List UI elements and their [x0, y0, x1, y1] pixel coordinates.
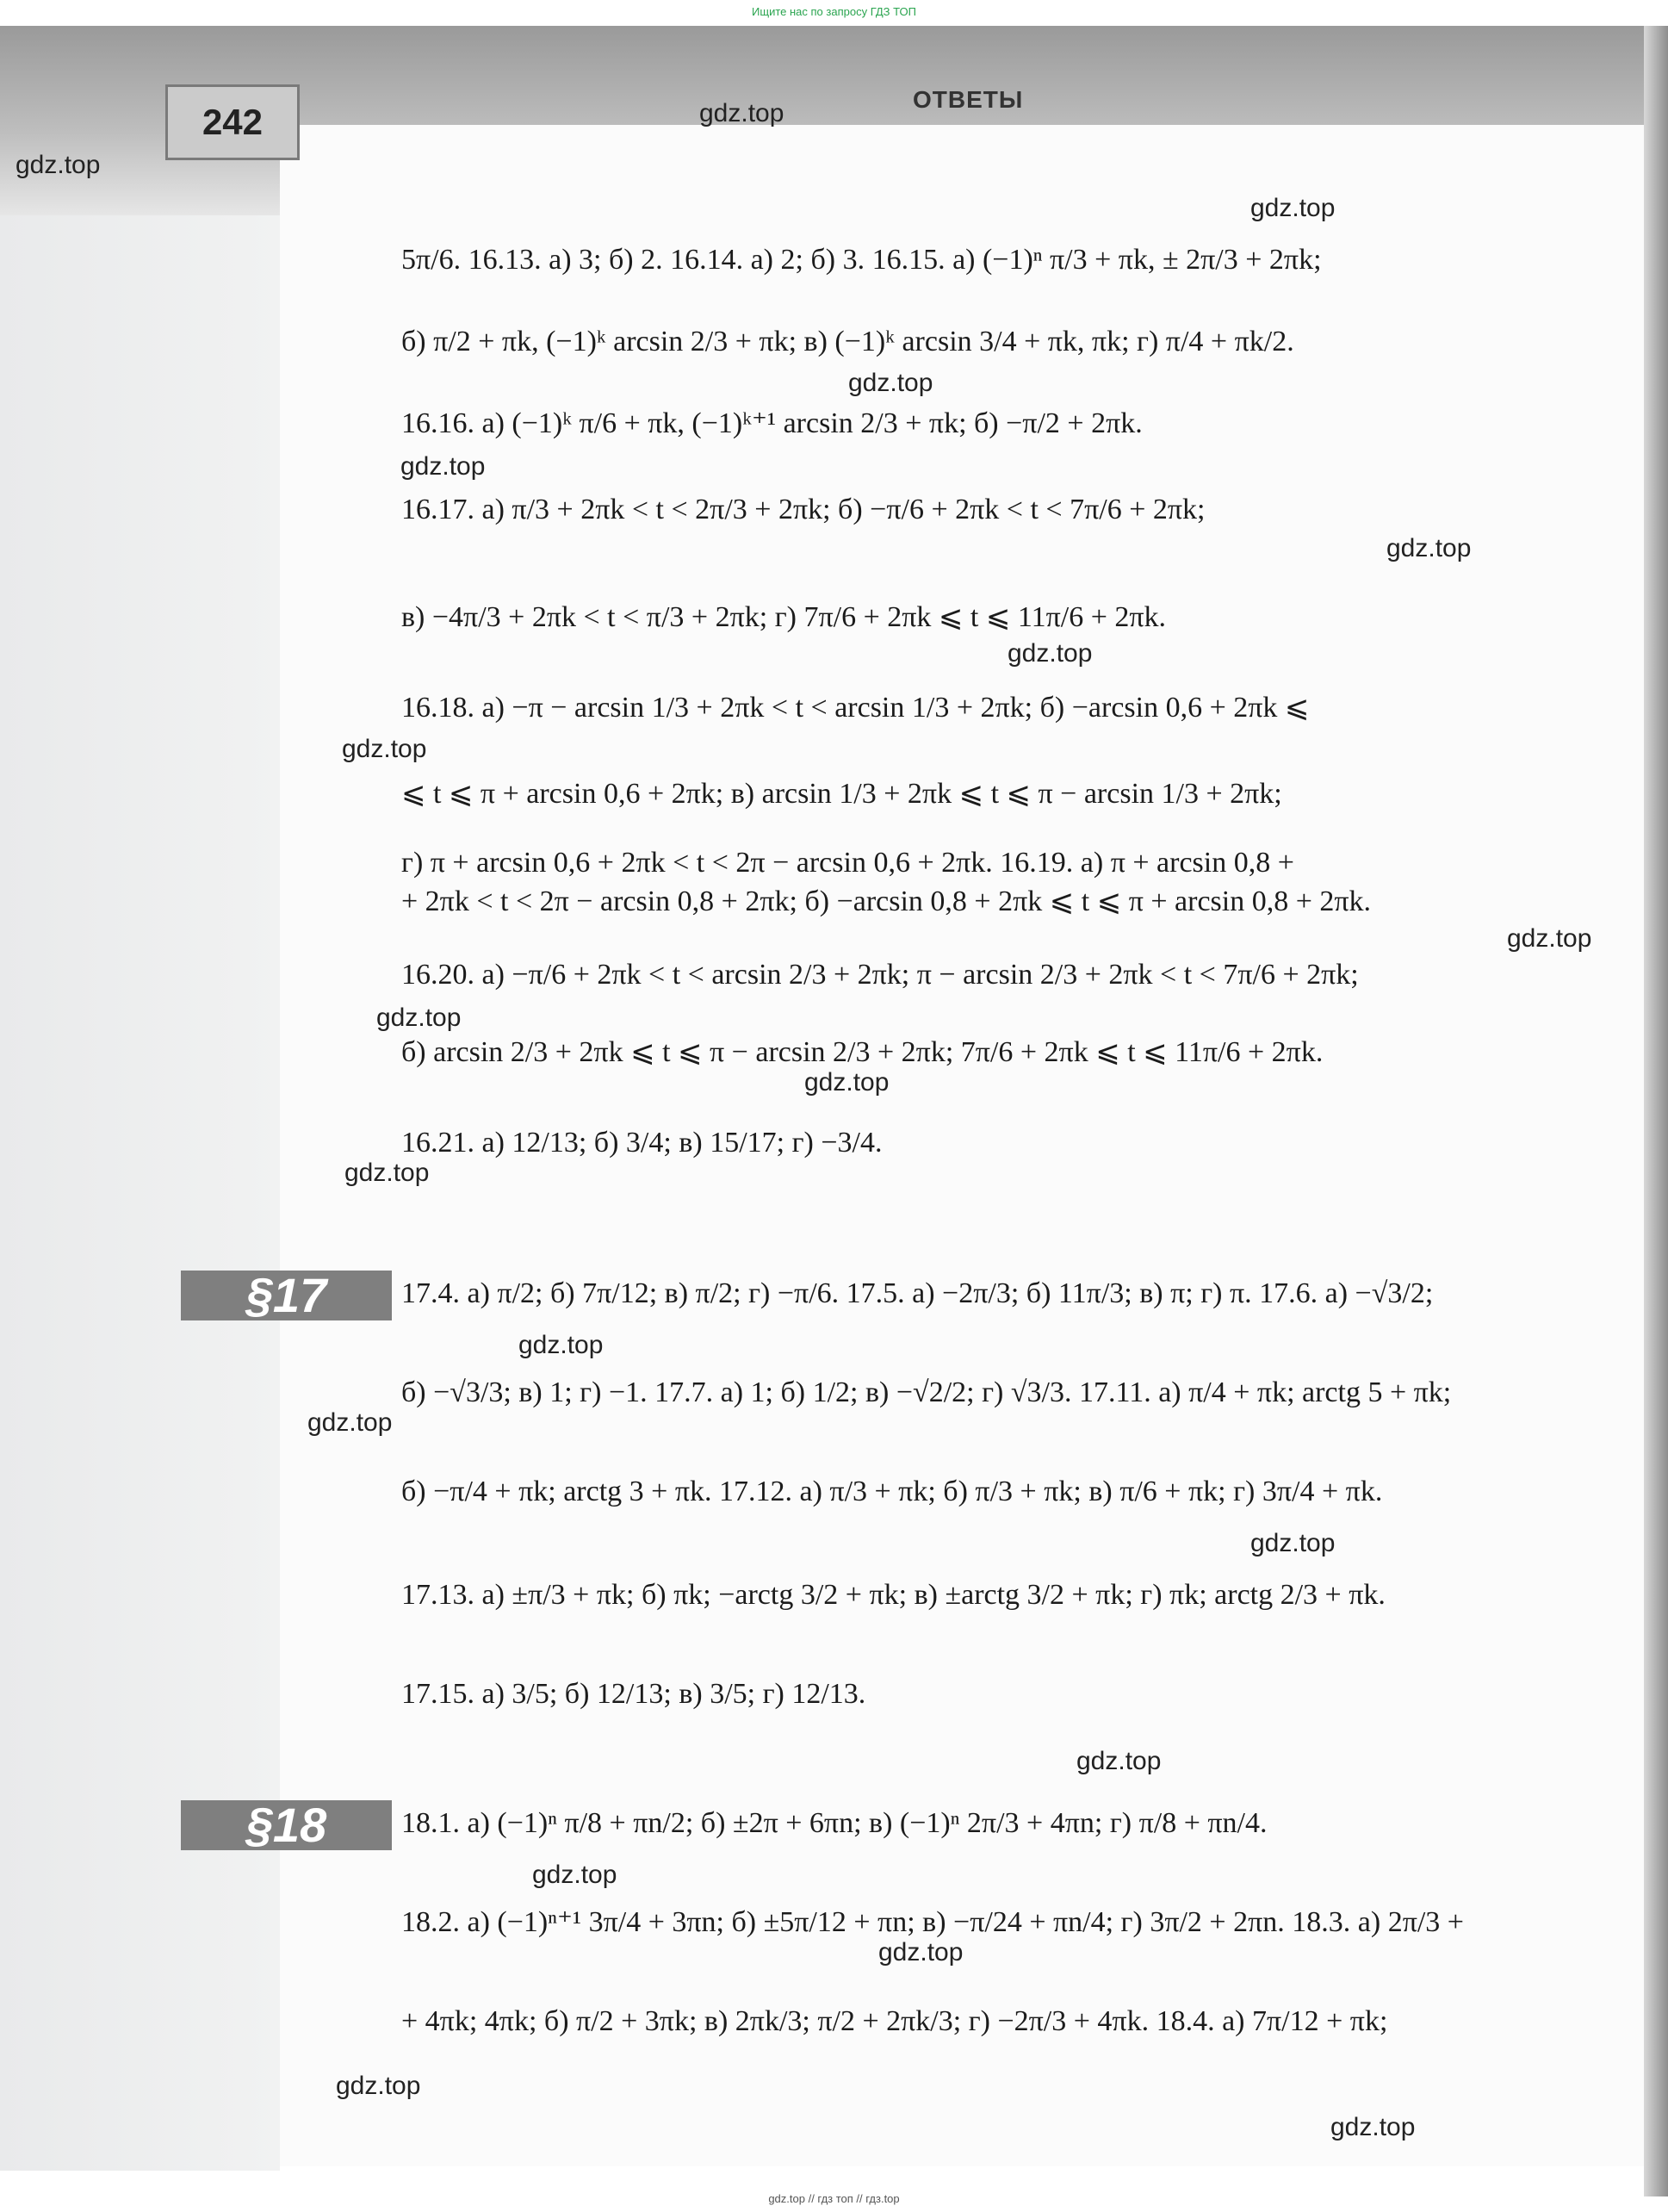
watermark: gdz.top	[1507, 924, 1592, 953]
answer-line: + 4πk; 4πk; б) π/2 + 3πk; в) 2πk/3; π/2 + 2πk/3; г) −2π/3 + 4πk. 18.4. а) 7π/12 + πk;	[401, 2005, 1388, 2037]
watermark: gdz.top	[1250, 194, 1336, 222]
watermark: gdz.top	[1386, 534, 1472, 562]
watermark: gdz.top	[878, 1938, 964, 1967]
answer-line: 18.1. а) (−1)ⁿ π/8 + πn/2; б) ±2π + 6πn; в) (−1)ⁿ 2π/3 + 4πn; г) π/8 + πn/4.	[401, 1807, 1268, 1839]
answer-line: 5π/6. 16.13. а) 3; б) 2. 16.14. а) 2; б) 3. 16.15. а) (−1)ⁿ π/3 + πk, ± 2π/3 + 2πk;	[401, 244, 1322, 276]
watermark: gdz.top	[16, 151, 101, 179]
watermark: gdz.top	[344, 1159, 430, 1187]
answer-line: 16.18. а) −π − arcsin 1/3 + 2πk < t < arcsin 1/3 + 2πk; б) −arcsin 0,6 + 2πk ⩽	[401, 692, 1310, 724]
page-header-title: ОТВЕТЫ	[913, 86, 1024, 113]
answer-line: 18.2. а) (−1)ⁿ⁺¹ 3π/4 + 3πn; б) ±5π/12 + πn; в) −π/24 + πn/4; г) 3π/2 + 2πn. 18.3. а) 2π/3 +	[401, 1906, 1464, 1938]
watermark: gdz.top	[376, 1003, 462, 1032]
watermark: gdz.top	[342, 735, 427, 763]
left-margin-strip	[0, 215, 280, 2171]
bottom-note[interactable]: gdz.top // гдз топ // гдз.top	[768, 2192, 900, 2205]
answer-line: б) −π/4 + πk; arctg 3 + πk. 17.12. а) π/3 + πk; б) π/3 + πk; в) π/6 + πk; г) 3π/4 + πk.	[401, 1476, 1383, 1507]
watermark: gdz.top	[307, 1408, 393, 1437]
answer-line: 17.15. а) 3/5; б) 12/13; в) 3/5; г) 12/13.	[401, 1678, 866, 1710]
watermark: gdz.top	[1250, 1529, 1336, 1557]
answer-line: 17.4. а) π/2; б) 7π/12; в) π/2; г) −π/6. 17.5. а) −2π/3; б) 11π/3; в) π; г) π. 17.6. а) −√3/2;	[401, 1277, 1434, 1309]
watermark: gdz.top	[532, 1861, 617, 1889]
answer-line: 16.16. а) (−1)ᵏ π/6 + πk, (−1)ᵏ⁺¹ arcsin 2/3 + πk; б) −π/2 + 2πk.	[401, 407, 1143, 439]
page-binding-edge	[1644, 26, 1668, 2196]
watermark: gdz.top	[1008, 639, 1093, 668]
answer-line: в) −4π/3 + 2πk < t < π/3 + 2πk; г) 7π/6 + 2πk ⩽ t ⩽ 11π/6 + 2πk.	[401, 601, 1167, 633]
top-note[interactable]: Ищите нас по запросу ГДЗ ТОП	[752, 5, 916, 18]
answer-line: 16.20. а) −π/6 + 2πk < t < arcsin 2/3 + 2πk; π − arcsin 2/3 + 2πk < t < 7π/6 + 2πk;	[401, 959, 1359, 991]
answer-line: 16.17. а) π/3 + 2πk < t < 2π/3 + 2πk; б) −π/6 + 2πk < t < 7π/6 + 2πk;	[401, 494, 1206, 525]
answer-line: б) −√3/3; в) 1; г) −1. 17.7. а) 1; б) 1/2; в) −√2/2; г) √3/3. 17.11. а) π/4 + πk; arctg 5 + πk;	[401, 1376, 1452, 1408]
answer-line: 17.13. а) ±π/3 + πk; б) πk; −arctg 3/2 + πk; в) ±arctg 3/2 + πk; г) πk; arctg 2/3 + πk.	[401, 1579, 1386, 1611]
page-number: 242	[165, 84, 300, 160]
section-marker-17: §17	[181, 1271, 392, 1320]
watermark: gdz.top	[1076, 1747, 1162, 1775]
watermark: gdz.top	[336, 2072, 421, 2100]
watermark: gdz.top	[1330, 2113, 1416, 2141]
section-marker-18: §18	[181, 1800, 392, 1850]
answer-line: ⩽ t ⩽ π + arcsin 0,6 + 2πk; в) arcsin 1/3 + 2πk ⩽ t ⩽ π − arcsin 1/3 + 2πk;	[401, 778, 1282, 810]
answer-line: + 2πk < t < 2π − arcsin 0,8 + 2πk; б) −arcsin 0,8 + 2πk ⩽ t ⩽ π + arcsin 0,8 + 2πk.	[401, 885, 1372, 917]
answer-line: б) arcsin 2/3 + 2πk ⩽ t ⩽ π − arcsin 2/3 + 2πk; 7π/6 + 2πk ⩽ t ⩽ 11π/6 + 2πk.	[401, 1036, 1324, 1068]
watermark: gdz.top	[848, 369, 933, 397]
answer-line: г) π + arcsin 0,6 + 2πk < t < 2π − arcsin 0,6 + 2πk. 16.19. а) π + arcsin 0,8 +	[401, 847, 1294, 879]
watermark: gdz.top	[804, 1068, 890, 1097]
answer-line: б) π/2 + πk, (−1)ᵏ arcsin 2/3 + πk; в) (−1)ᵏ arcsin 3/4 + πk, πk; г) π/4 + πk/2.	[401, 326, 1294, 357]
watermark: gdz.top	[400, 452, 486, 481]
watermark: gdz.top	[518, 1331, 604, 1359]
answer-line: 16.21. а) 12/13; б) 3/4; в) 15/17; г) −3/4.	[401, 1127, 883, 1159]
watermark: gdz.top	[699, 99, 784, 127]
